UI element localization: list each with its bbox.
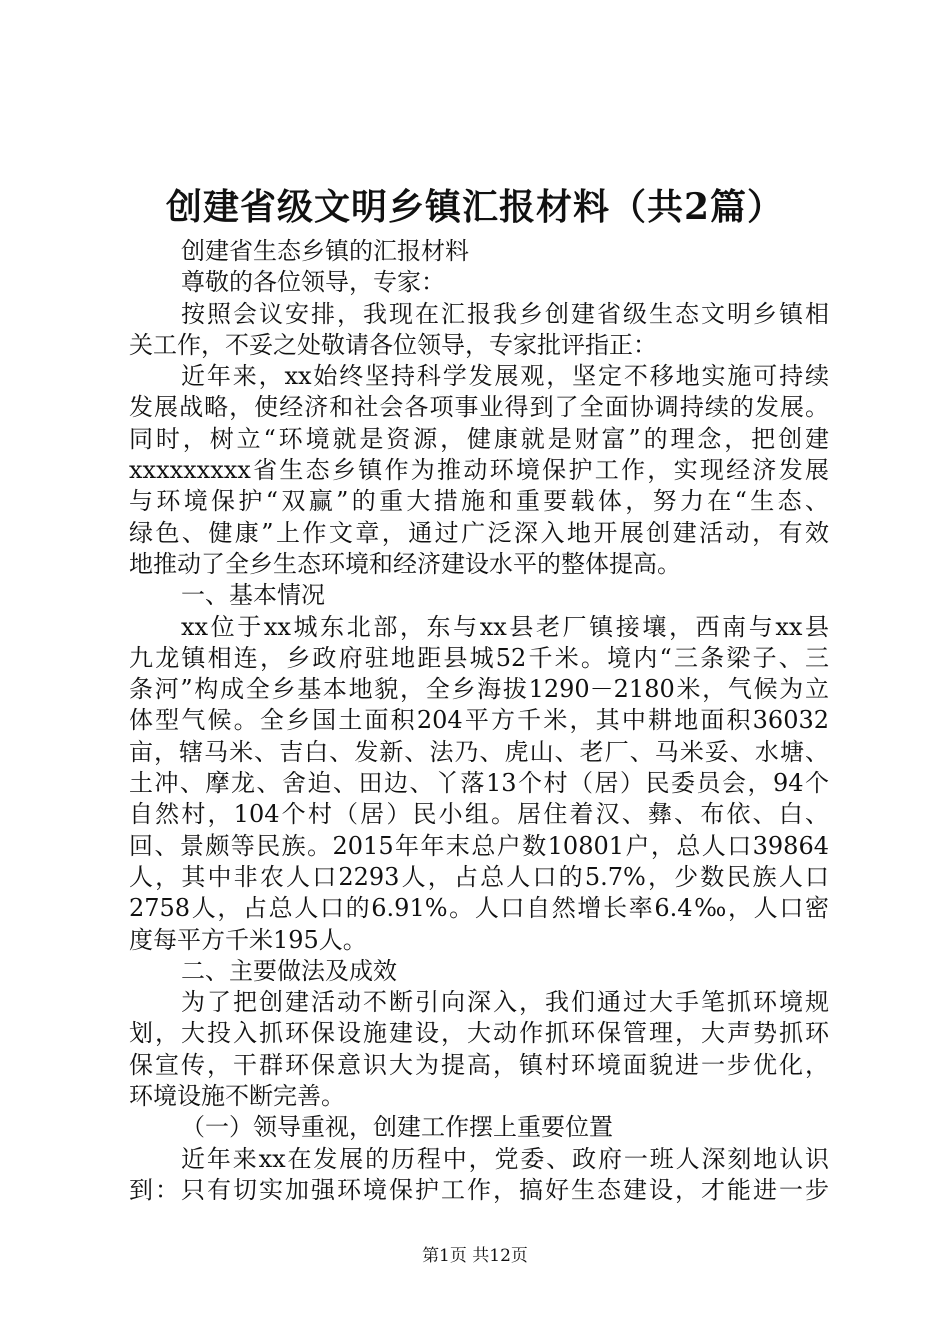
body-line: 发展战略，使经济和社会各项事业得到了全面协调持续的发展。 [129,393,829,422]
body-line: （一）领导重视，创建工作摆上重要位置 [181,1113,613,1142]
body-line: 与环境保护“双赢”的重大措施和重要载体，努力在“生态、 [129,487,829,516]
body-line: 人，其中非农人口2293人，占总人口的5.7%，少数民族人口 [129,862,829,891]
body-line: 按照会议安排，我现在汇报我乡创建省级生态文明乡镇相 [181,299,829,328]
body-line: xxxxxxxxx省生态乡镇作为推动环境保护工作，实现经济发展 [129,456,829,485]
body-line: 回、景颇等民族。2015年年末总户数10801户，总人口39864 [129,831,829,860]
body-line: 关工作，不妥之处敬请各位领导，专家批评指正： [129,330,657,359]
body-line: 为了把创建活动不断引向深入，我们通过大手笔抓环境规 [181,988,829,1017]
body-line: 同时，树立“环境就是资源，健康就是财富”的理念，把创建 [129,424,829,453]
body-line: 划，大投入抓环保设施建设，大动作抓环保管理，大声势抓环 [129,1019,829,1048]
body-line: 亩，辖马米、吉白、发新、法乃、虎山、老厂、马米妥、水塘、 [129,737,829,766]
body-line: 保宣传，干群环保意识大为提高，镇村环境面貌进一步优化， [129,1050,829,1079]
body-line: 2758人，占总人口的6.91%。人口自然增长率6.4‰，人口密 [129,894,829,923]
body-line: 九龙镇相连，乡政府驻地距县城52千米。境内“三条梁子、三 [129,643,829,672]
body-line: 环境设施不断完善。 [129,1082,345,1111]
body-line: 到：只有切实加强环境保护工作，搞好生态建设，才能进一步 [129,1175,829,1204]
page-footer: 第1页 共12页 [422,1246,528,1266]
body-line: 二、主要做法及成效 [181,956,397,985]
body-line: 度每平方千米195人。 [129,925,367,954]
body-line: 自然村，104个村（居）民小组。居住着汉、彝、布依、白、 [129,800,829,829]
body-line: 条河”构成全乡基本地貌，全乡海拔1290－2180米，气候为立 [129,675,829,704]
body-line: 尊敬的各位领导，专家： [181,268,445,297]
document-body [129,236,829,1206]
body-line: 近年来xx在发展的历程中，党委、政府一班人深刻地认识 [181,1144,829,1173]
body-line: 体型气候。全乡国土面积204平方千米，其中耕地面积36032 [129,706,829,735]
body-line: 绿色、健康”上作文章，通过广泛深入地开展创建活动，有效 [129,518,829,547]
body-line: 近年来，xx始终坚持科学发展观，坚定不移地实施可持续 [181,362,829,391]
body-line: 创建省生态乡镇的汇报材料 [181,237,469,265]
body-line: xx位于xx城东北部，东与xx县老厂镇接壤，西南与xx县 [181,612,829,641]
body-line: 一、基本情况 [181,581,325,610]
body-line: 地推动了全乡生态环境和经济建设水平的整体提高。 [129,549,681,578]
body-line: 土冲、摩龙、舍迫、田边、丫落13个村（居）民委员会，94个 [129,769,829,798]
document-title: 创建省级文明乡镇汇报材料（共2篇） [165,186,785,228]
